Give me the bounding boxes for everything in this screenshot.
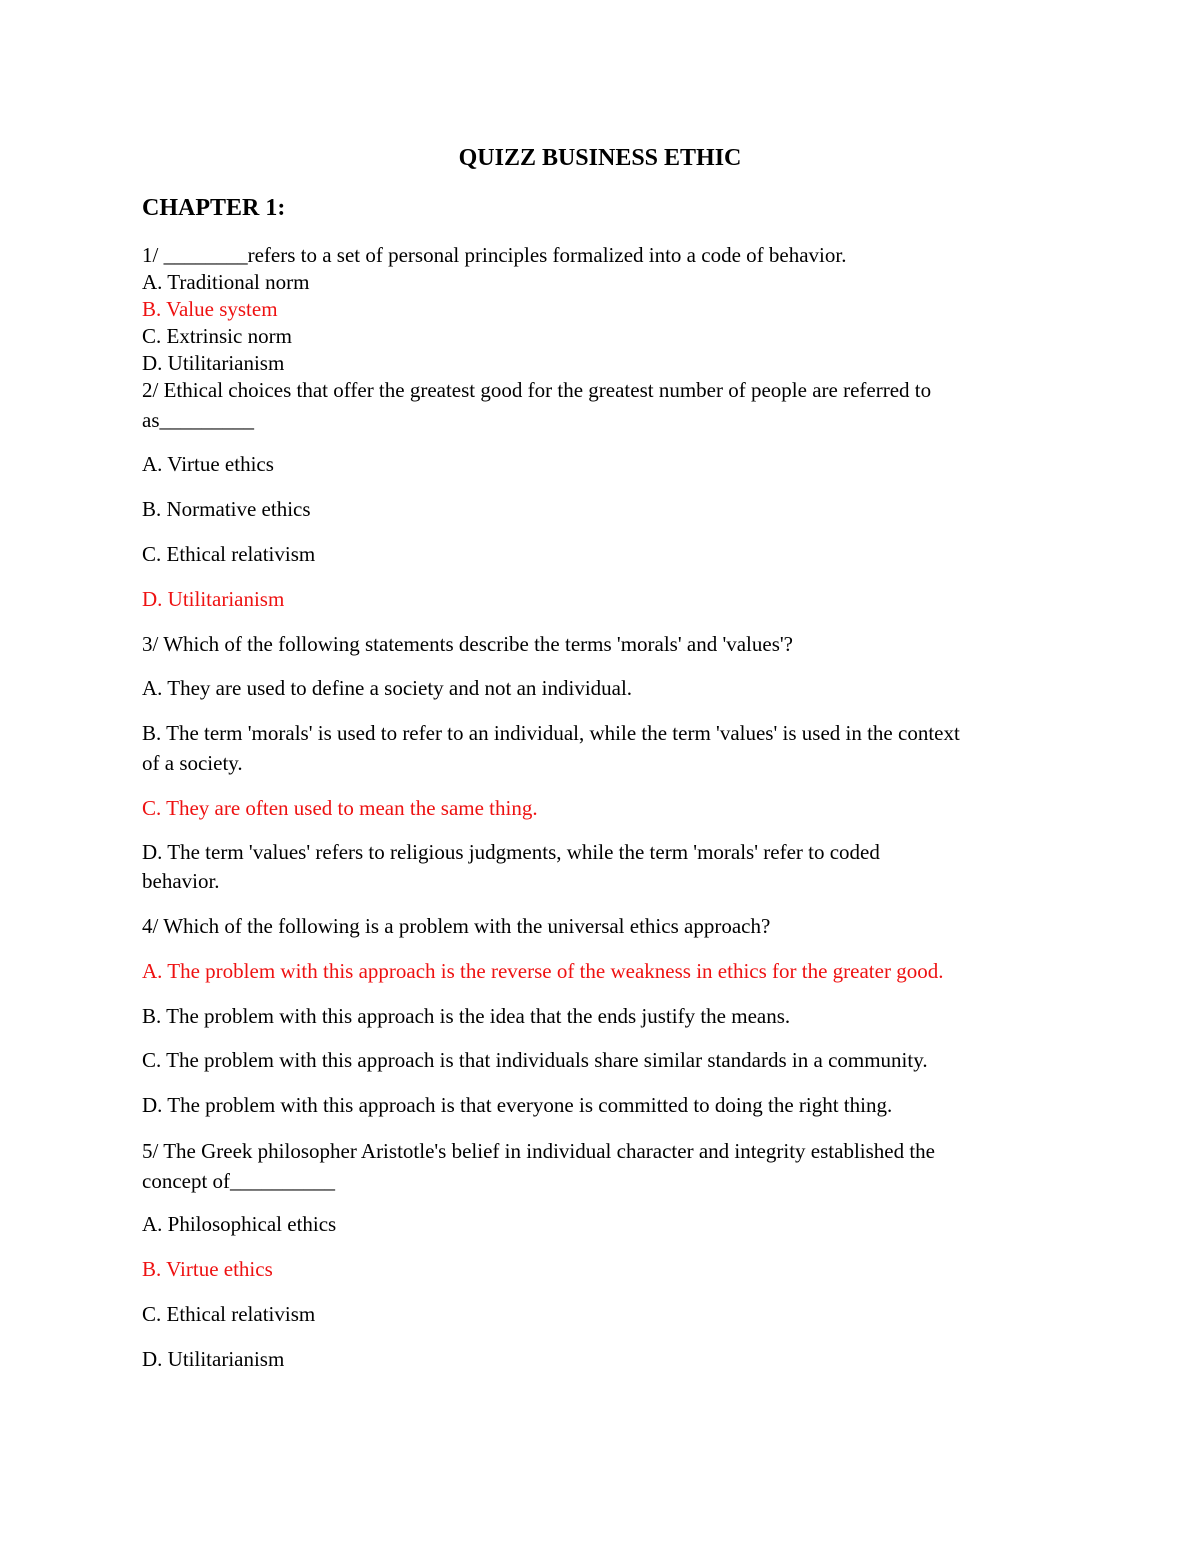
question-2-option-d-correct: D. Utilitarianism [142, 587, 285, 611]
question-5-option-c: C. Ethical relativism [142, 1302, 316, 1326]
question-4-text: 4/ Which of the following is a problem with the universal ethics approach? [142, 914, 771, 938]
question-1-option-a: A. Traditional norm [142, 270, 310, 294]
question-1-option-d: D. Utilitarianism [142, 351, 285, 375]
question-3-text: 3/ Which of the following statements describe the terms 'morals' and 'values'? [142, 632, 793, 656]
question-3-option-c-correct: C. They are often used to mean the same thing. [142, 796, 538, 820]
question-5-option-d: D. Utilitarianism [142, 1347, 285, 1371]
question-4-option-b: B. The problem with this approach is the idea that the ends justify the means. [142, 1004, 791, 1028]
question-5-option-a: A. Philosophical ethics [142, 1212, 337, 1236]
question-4-option-a-correct: A. The problem with this approach is the reverse of the weakness in ethics for the greater good. [142, 959, 944, 983]
question-2-text-line-2: as_________ [142, 408, 254, 432]
question-1-text: 1/ ________refers to a set of personal principles formalized into a code of behavior. [142, 243, 847, 267]
question-3-option-b-line-2: of a society. [142, 751, 243, 775]
question-5-option-b-correct: B. Virtue ethics [142, 1257, 273, 1281]
question-3-option-d-line-2: behavior. [142, 869, 220, 893]
chapter-heading: CHAPTER 1: [142, 195, 286, 221]
question-3-option-a: A. They are used to define a society and not an individual. [142, 676, 633, 700]
question-2-option-a: A. Virtue ethics [142, 452, 274, 476]
question-2-text-line-1: 2/ Ethical choices that offer the greatest good for the greatest number of people are referred to [142, 378, 932, 402]
question-1-option-c: C. Extrinsic norm [142, 324, 292, 348]
question-5-text-line-1: 5/ The Greek philosopher Aristotle's belief in individual character and integrity established the [142, 1139, 936, 1163]
question-1-option-b-correct: B. Value system [142, 297, 278, 321]
question-2-option-b: B. Normative ethics [142, 497, 311, 521]
document-title: QUIZZ BUSINESS ETHIC [458, 145, 742, 171]
question-5-text-line-2: concept of__________ [142, 1169, 336, 1193]
question-2-option-c: C. Ethical relativism [142, 542, 316, 566]
question-3-option-b-line-1: B. The term 'morals' is used to refer to an individual, while the term 'values' is used in the context [142, 721, 960, 745]
question-4-option-d: D. The problem with this approach is that everyone is committed to doing the right thing. [142, 1093, 893, 1117]
question-3-option-d-line-1: D. The term 'values' refers to religious judgments, while the term 'morals' refer to coded [142, 840, 880, 864]
question-4-option-c: C. The problem with this approach is that individuals share similar standards in a community. [142, 1048, 928, 1072]
